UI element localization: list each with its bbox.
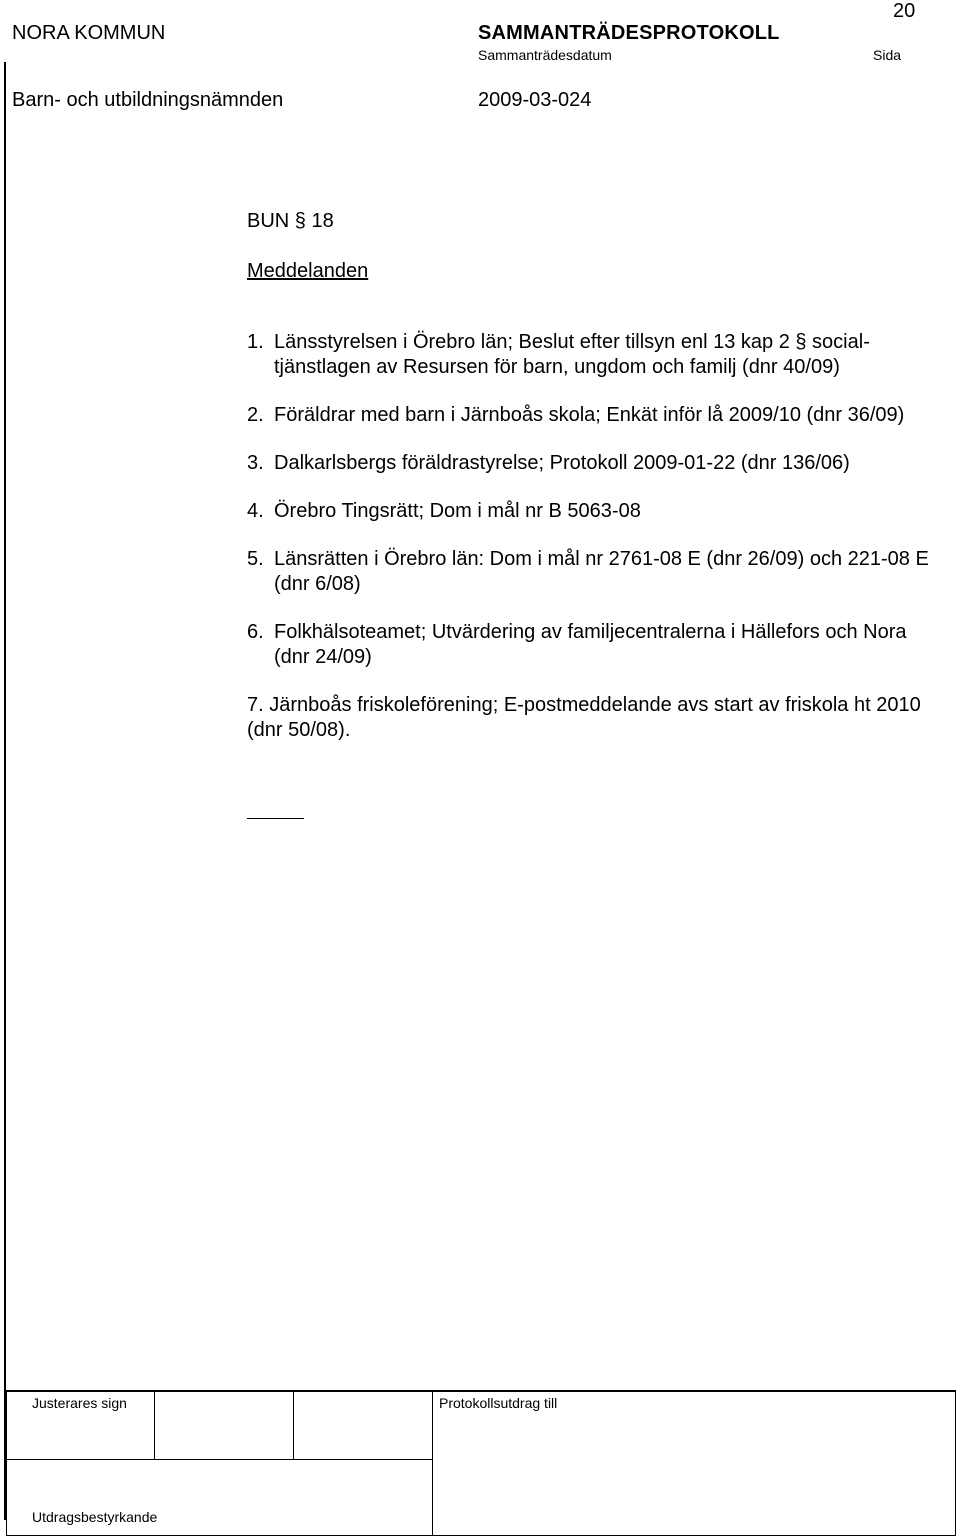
list-item [247, 403, 947, 428]
list-item-text: Föräldrar med barn i Järnboås skola; Enkät inför lå 2009/10 (dnr 36/09) [274, 404, 905, 426]
organization-name: NORA KOMMUN [12, 22, 166, 44]
list-item-text: Länsstyrelsen i Örebro län; Beslut efter tillsyn enl 13 kap 2 § social-tjänstlagen av Resursen för barn, ungdom och familj (dnr 40/09) [274, 331, 870, 378]
certifier-cell [7, 1460, 433, 1536]
list-item [247, 499, 947, 524]
signature-cell [294, 1391, 433, 1460]
list-item [247, 693, 947, 743]
list-item-number: 1. [247, 331, 264, 353]
page-label: Sida [873, 47, 902, 63]
list-item-number: 4. [247, 500, 264, 522]
adjuster-sign-label: Justerares sign [32, 1395, 127, 1411]
list-item-number: 3. [247, 452, 264, 474]
committee-name: Barn- och utbildningsnämnden [12, 89, 284, 111]
signature-cell [155, 1391, 294, 1460]
list-item-text: Länsrätten i Örebro län: Dom i mål nr 2761-08 E (dnr 26/09) och 221-08 E (dnr 6/08) [274, 548, 929, 595]
section-id: BUN § 18 [247, 210, 334, 232]
extract-certifier-label: Utdragsbestyrkande [32, 1509, 158, 1525]
list-item-number: 7. [247, 694, 264, 716]
list-item-body: Järnboås friskoleförening; E-postmeddelande avs start av friskola ht 2010 (dnr 50/08). [247, 694, 921, 741]
page-number: 20 [893, 0, 916, 22]
left-margin-rule [4, 62, 6, 1520]
list-item-text: Örebro Tingsrätt; Dom i mål nr B 5063-08 [274, 500, 641, 522]
meeting-date: 2009-03-024 [478, 89, 592, 111]
document-title: SAMMANTRÄDESPROTOKOLL [478, 22, 780, 44]
list-item [247, 330, 947, 380]
list-item-number: 2. [247, 404, 264, 426]
list-item-text: Folkhälsoteamet; Utvärdering av familjecentralerna i Hällefors och Nora (dnr 24/09) [274, 621, 907, 668]
signature-table [6, 1390, 956, 1536]
list-item-number: 5. [247, 548, 264, 570]
list-item [247, 547, 947, 597]
protocol-extract-label: Protokollsutdrag till [439, 1395, 558, 1411]
list-item-text [247, 693, 947, 743]
list-item-text: Dalkarlsbergs föräldrastyrelse; Protokoll 2009-01-22 (dnr 136/06) [274, 452, 850, 474]
list-item [247, 451, 947, 476]
list-item-number: 6. [247, 621, 264, 643]
end-rule [247, 818, 304, 819]
protocol-extract-cell [433, 1391, 956, 1536]
announcement-list [247, 330, 947, 766]
meeting-date-label: Sammanträdesdatum [478, 47, 612, 63]
section-title: Meddelanden [247, 260, 369, 282]
adjuster-sign-cell [7, 1391, 155, 1460]
list-item [247, 620, 947, 670]
